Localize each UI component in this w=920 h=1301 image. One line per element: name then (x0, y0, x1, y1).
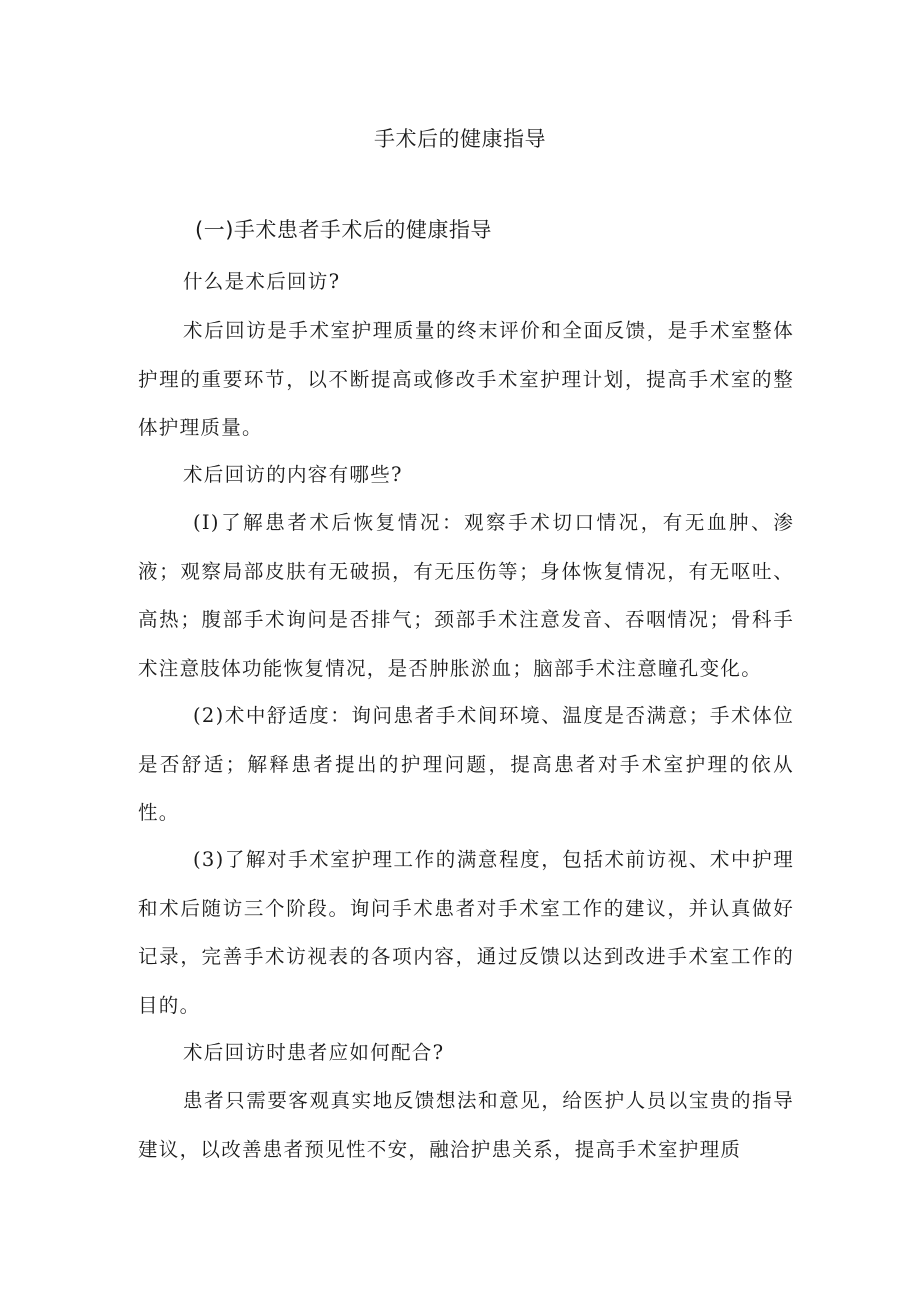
question-what-is-followup: 什么是术后回访? (183, 270, 341, 293)
question-followup-contents: 术后回访的内容有哪些? (183, 463, 403, 486)
document-title: 手术后的健康指导 (374, 127, 546, 151)
paragraph-followup-definition: 术后回访是手术室护理质量的终末评价和全面反馈，是手术室整体护理的重要环节，以不断提高或修改手术室护理计划，提高手术室的整体护理质量。 (138, 319, 794, 439)
question-patient-cooperation: 术后回访时患者应如何配合? (183, 1041, 445, 1064)
paragraph-comfort: (2)术中舒适度：询问患者手术间环境、温度是否满意；手术体位是否舒适；解释患者提出的护理问题，提高患者对手术室护理的依从性。 (138, 704, 794, 824)
section-heading: (一)手术患者手术后的健康指导 (195, 218, 492, 242)
paragraph-satisfaction: (3)了解对手术室护理工作的满意程度，包括术前访视、术中护理和术后随访三个阶段。询问手术患者对手术室工作的建议，并认真做好记录，完善手术访视表的各项内容，通过反馈以达到改进手术室工作的目的。 (138, 848, 794, 1017)
paragraph-patient-cooperation: 患者只需要客观真实地反馈想法和意见，给医护人员以宝贵的指导建议，以改善患者预见性不安，融洽护患关系，提高手术室护理质 (138, 1089, 794, 1161)
paragraph-recovery-status: (I)了解患者术后恢复情况：观察手术切口情况，有无血肿、渗液；观察局部皮肤有无破损，有无压伤等；身体恢复情况，有无呕吐、高热；腹部手术询问是否排气；颈部手术注意发音、吞咽情况；骨科手术注意肢体功能恢复情况，是否肿胀淤血；脑部手术注意瞳孔变化。 (138, 511, 794, 680)
